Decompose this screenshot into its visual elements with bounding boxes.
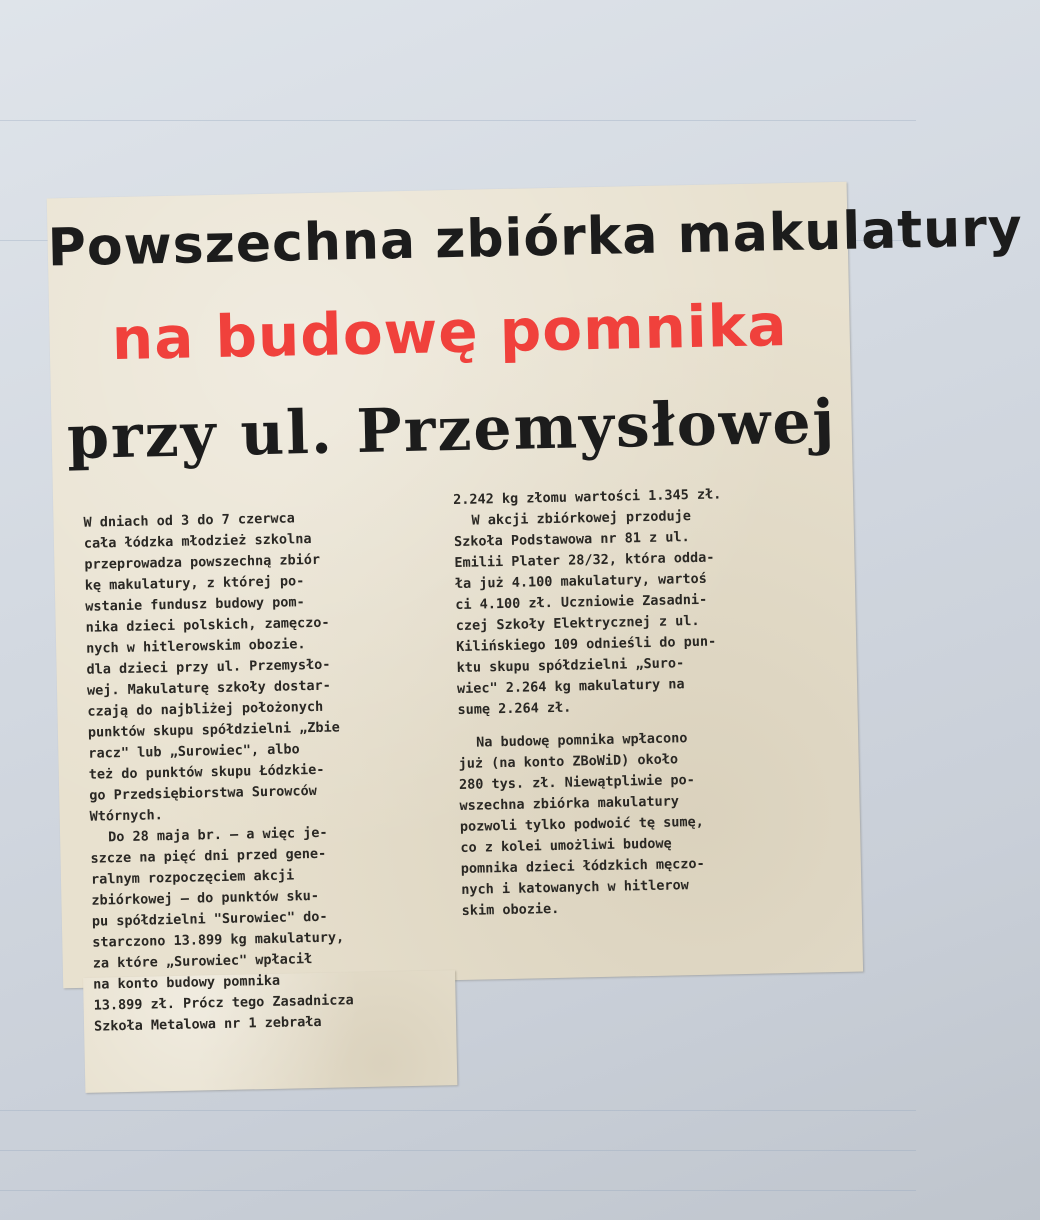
text-line: W dniach od 3 do 7 czerwca bbox=[83, 510, 295, 531]
text-line: cała łódzka młodzież szkolna bbox=[83, 531, 312, 552]
newspaper-clipping bbox=[47, 182, 1024, 1094]
article-left-column bbox=[83, 505, 454, 1037]
article-right-column bbox=[453, 482, 842, 922]
text-line: starczono 13.899 kg makulatury, bbox=[92, 929, 345, 951]
text-line: ci 4.100 zł. Uczniowie Zasadni- bbox=[455, 591, 708, 614]
headline-line-3: przy ul. Przemysłowej bbox=[66, 386, 837, 474]
text-line: pu spółdzielni "Surowiec" do- bbox=[91, 908, 328, 930]
text-line: też do punktów skupu Łódzkie- bbox=[88, 761, 325, 783]
text-line: co z kolei umożliwi budowę bbox=[460, 835, 672, 856]
text-line: punktów skupu spółdzielni „Zbie bbox=[87, 719, 340, 741]
headline-line-1: Powszechna zbiórka makulatury bbox=[47, 198, 1024, 279]
text-line: za które „Surowiec" wpłacił bbox=[92, 951, 313, 972]
text-line: Emilii Plater 28/32, która odda- bbox=[454, 549, 715, 572]
text-line: czej Szkoły Elektrycznej z ul. bbox=[455, 612, 700, 635]
text-line: Do 28 maja br. — a więc je- bbox=[107, 824, 328, 846]
text-line: pomnika dzieci łódzkich męczo- bbox=[460, 855, 705, 877]
text-line: 13.899 zł. Prócz tego Zasadnicza bbox=[93, 992, 354, 1014]
text-line: nych i katowanych w hitlerow bbox=[461, 877, 689, 898]
text-line: ktu skupu spółdzielni „Suro- bbox=[456, 655, 685, 676]
text-line: Szkoła Metalowa nr 1 zebrała bbox=[93, 1013, 322, 1035]
text-line: na konto budowy pomnika bbox=[93, 972, 281, 993]
headline-line-2: na budowę pomnika bbox=[111, 291, 789, 374]
text-line: wej. Makulaturę szkoły dostar- bbox=[86, 677, 331, 699]
text-line: racz" lub „Surowiec", albo bbox=[88, 741, 300, 762]
text-line: wstanie fundusz budowy pom- bbox=[85, 594, 305, 615]
text-line: Szkoła Podstawowa nr 81 z ul. bbox=[453, 529, 690, 551]
text-line: ła już 4.100 makulatury, wartoś bbox=[454, 570, 707, 593]
text-line: Na budowę pomnika wpłacono bbox=[476, 730, 688, 751]
text-line: pozwoli tylko podwoić tę sumę, bbox=[459, 813, 704, 835]
text-line: ralnym rozpoczęciem akcji bbox=[90, 867, 295, 888]
text-line: skim obozie. bbox=[461, 900, 560, 919]
text-line: 2.242 kg złomu wartości 1.345 zł. bbox=[452, 486, 722, 509]
text-line: kę makulatury, z której po- bbox=[84, 573, 305, 594]
text-line: wszechna zbiórka makulatury bbox=[459, 793, 680, 814]
text-line: Kilińskiego 109 odnieśli do pun- bbox=[456, 633, 717, 655]
text-line: przeprowadza powszechną zbiór bbox=[84, 551, 321, 573]
text-line: go Przedsiębiorstwa Surowców bbox=[89, 782, 317, 804]
text-line: Wtórnych. bbox=[89, 807, 163, 825]
text-line: nych w hitlerowskim obozie. bbox=[85, 636, 306, 657]
text-line: dla dzieci przy ul. Przemysło- bbox=[86, 656, 331, 678]
text-line: już (na konto ZBoWiD) około bbox=[458, 751, 679, 772]
text-line: szcze na pięć dni przed gene- bbox=[90, 845, 327, 867]
text-line: wiec" 2.264 kg makulatury na bbox=[456, 676, 685, 697]
text-line: 280 tys. zł. Niewątpliwie po- bbox=[458, 772, 695, 793]
text-line: nika dzieci polskich, zamęczo- bbox=[85, 614, 330, 636]
text-line: zbiórkowej — do punktów sku- bbox=[91, 887, 320, 909]
text-line: W akcji zbiórkowej przoduje bbox=[471, 508, 692, 529]
text-line: czają do najbliżej położonych bbox=[87, 698, 324, 720]
text-line: sumę 2.264 zł. bbox=[457, 699, 572, 718]
